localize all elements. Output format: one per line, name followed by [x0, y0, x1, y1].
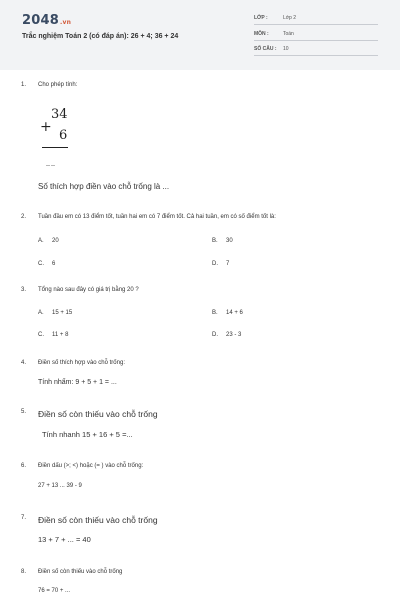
- header: [0, 0, 400, 70]
- meta-subject-row: [254, 28, 378, 41]
- question-text: Điền số còn thiếu vào chỗ trống: [38, 569, 123, 575]
- question-text: Điền số thích hợp vào chỗ trống:: [38, 360, 125, 366]
- meta-subject-label: MÔN :: [254, 31, 269, 37]
- meta-class-label: LỚP :: [254, 15, 268, 21]
- question-4-expression: Tính nhẩm: 9 + 5 + 1 = ...: [38, 379, 117, 386]
- addend-top: 34: [51, 107, 68, 122]
- meta-count-row: [254, 43, 378, 56]
- question-6-expression: 27 + 13 ... 39 - 9: [38, 483, 82, 489]
- meta-class-value: Lớp 2: [283, 15, 297, 21]
- logo-text: 2048: [22, 13, 59, 28]
- question-number: 5.: [21, 409, 27, 415]
- question-8-expression: 76 = 70 + ...: [38, 588, 71, 594]
- vertical-addition: [40, 103, 70, 173]
- question-number: 3.: [21, 287, 27, 293]
- question-text: Tuần đầu em có 13 điểm tốt, tuần hai em có 7 điểm tốt. Cả hai tuần, em có số điểm tốt là:: [38, 214, 276, 220]
- option-d[interactable]: D. 23 - 3: [212, 332, 242, 338]
- option-c[interactable]: C. 11 + 8: [38, 332, 69, 338]
- question-number: 1.: [21, 82, 27, 88]
- question-text: Điền số còn thiếu vào chỗ trống: [38, 515, 158, 525]
- option-b[interactable]: B. 30: [212, 238, 233, 244]
- question-5-expression: Tính nhanh 15 + 16 + 5 =...: [42, 430, 133, 439]
- question-text: Cho phép tính:: [38, 82, 78, 88]
- meta-count-label: SỐ CÂU :: [254, 46, 277, 52]
- option-a[interactable]: A. 15 + 15: [38, 310, 73, 316]
- answer-blank: __: [46, 157, 56, 166]
- question-7-expression: 13 + 7 + ... = 40: [38, 535, 91, 544]
- option-c[interactable]: C. 6: [38, 261, 56, 267]
- addend-bottom: 6: [59, 128, 68, 143]
- option-a[interactable]: A. 20: [38, 238, 59, 244]
- question-number: 8.: [21, 569, 27, 575]
- question-number: 4.: [21, 360, 27, 366]
- question-1-prompt: Số thích hợp điền vào chỗ trống là ...: [38, 182, 170, 191]
- meta-subject-value: Toán: [283, 31, 294, 37]
- question-number: 7.: [21, 515, 27, 521]
- question-text: Điền số còn thiếu vào chỗ trống: [38, 409, 158, 419]
- meta-class-row: [254, 12, 378, 25]
- question-text: Điền dấu (>; <) hoặc (= ) vào chỗ trống:: [38, 463, 144, 469]
- sum-line: [42, 147, 68, 148]
- option-b[interactable]: B. 14 + 6: [212, 310, 243, 316]
- site-logo[interactable]: [22, 13, 71, 28]
- option-d[interactable]: D. 7: [212, 261, 230, 267]
- question-text: Tổng nào sau đây có giá trị bằng 20 ?: [38, 287, 139, 293]
- meta-count-value: 10: [283, 46, 289, 52]
- question-number: 2.: [21, 214, 27, 220]
- plus-sign: +: [40, 119, 52, 135]
- logo-suffix: .vn: [59, 19, 72, 26]
- document-title: Trắc nghiệm Toán 2 (có đáp án): 26 + 4; 36 + 24: [22, 33, 179, 40]
- question-number: 6.: [21, 463, 27, 469]
